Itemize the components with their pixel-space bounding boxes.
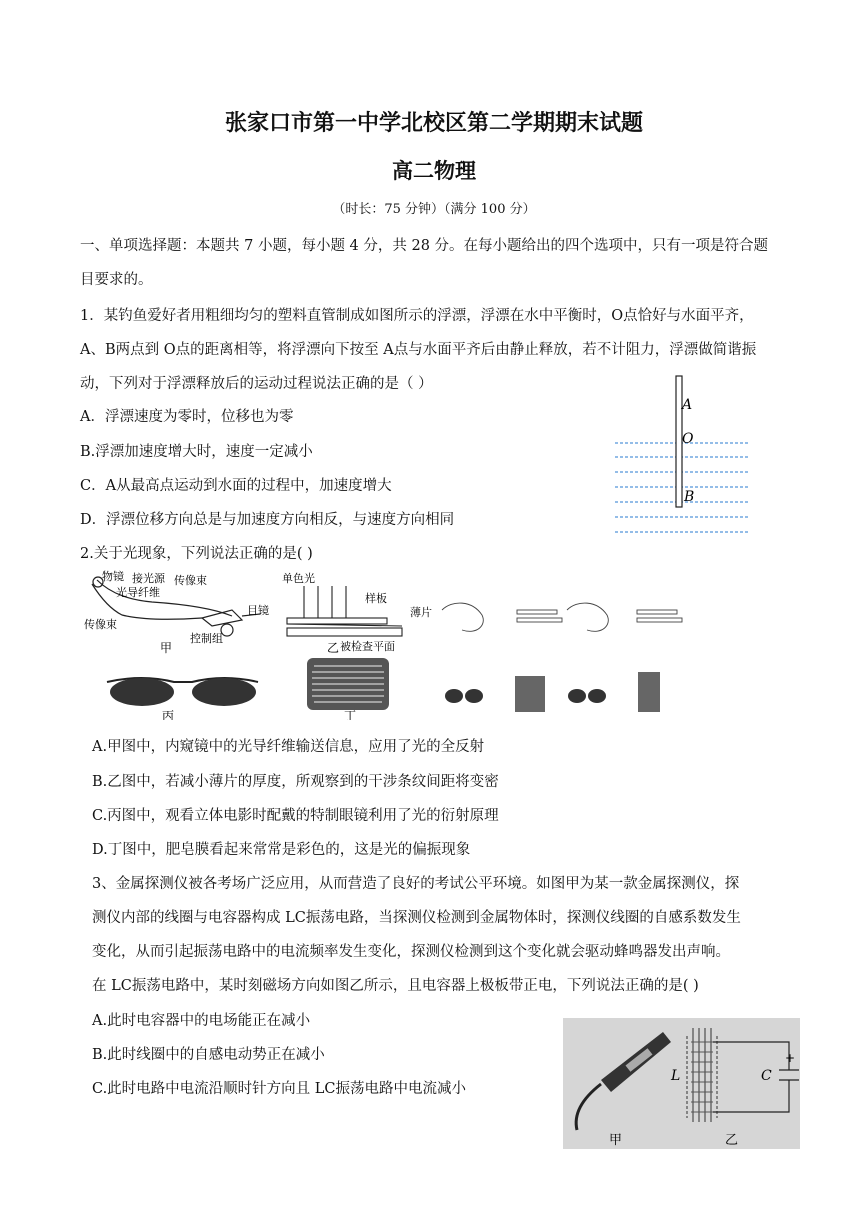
inductor-label: L [671,1068,681,1084]
small-figure-group [442,603,682,631]
yi-label-surface: 被检查平面 [340,640,395,653]
jia-label-objective: 物镜 [102,570,124,583]
yi-label-plate: 样板 [365,592,387,605]
jia-label-control: 控制组 [190,632,223,645]
q3-stem-line3: 变化，从而引起振荡电路中的电流频率发生变化，探测仪检测到这个变化就会驱动蜂鸣器发出声响。 [92,944,730,960]
caption-bing: 丙 [162,709,175,720]
point-b-label: B [684,489,695,505]
q2-option-a: A.甲图中，内窥镜中的光导纤维输送信息，应用了光的全反射 [92,739,485,755]
q3-stem-line1: 3、金属探测仪被各考场广泛应用，从而营造了良好的考试公平环境。如图甲为某一款金属探测仪，探 [92,876,740,892]
caption-jia-q3: 甲 [609,1133,623,1148]
q2-option-b: B.乙图中，若减小薄片的厚度，所观察到的干涉条纹间距将变密 [92,774,499,790]
q2-stem: 2.关于光现象，下列说法正确的是( ) [80,546,313,562]
yi-label-light: 单色光 [282,572,315,585]
q3-option-b: B.此时线圈中的自感电动势正在减小 [92,1047,325,1063]
float-figure [610,372,760,540]
small-film-1 [515,676,545,712]
jia-label-eyepiece: 目镜 [247,604,269,617]
caption-yi: 乙 [327,641,340,655]
q2-option-c: C.丙图中，观看立体电影时配戴的特制眼镜利用了光的衍射原理 [92,808,499,824]
q2-option-d: D.丁图中，肥皂膜看起来常常是彩色的，这是光的偏振现象 [92,842,471,858]
glasses-drawing [107,678,258,706]
q3-stem-line4: 在 LC振荡电路中，某时刻磁场方向如图乙所示，且电容器上极板带正电，下列说法正确的是( ) [92,978,699,994]
caption-jia: 甲 [160,641,173,655]
q3-option-a: A.此时电容器中的电场能正在减小 [92,1013,311,1029]
plus-label: + [785,1051,796,1065]
point-a-label: A [682,397,693,413]
q1-stem-line3: 动，下列对于浮漂释放后的运动过程说法正确的是（ ） [80,376,433,392]
jia-label-bundle-bottom: 传像束 [84,618,117,631]
subject-title: 高二物理 [392,158,476,183]
q3-stem-line2: 测仪内部的线圈与电容器构成 LC振荡电路，当探测仪检测到金属物体时，探测仪线圈的自感系数发生 [92,910,741,926]
caption-ding: 丁 [344,709,357,720]
capacitor-label: C [761,1068,772,1084]
section-intro-line1: 一、单项选择题：本题共 7 小题，每小题 4 分，共 28 分。在每小题给出的四个选项中，只有一项是符合题 [80,238,769,254]
q1-option-d: D．浮漂位移方向总是与加速度方向相反，与速度方向相同 [80,512,455,528]
small-film-2 [638,672,660,712]
exam-meta: （时长：75 分钟）（满分 100 分） [332,202,536,217]
jia-label-bundle-top: 传像束 [174,574,207,587]
caption-yi-q3: 乙 [725,1133,739,1148]
jia-label-fiber: 光导纤维 [116,586,160,599]
lc-figure [563,1018,800,1149]
q1-option-c: C．A从最高点运动到水面的过程中，加速度增大 [80,478,392,494]
q1-option-a: A．浮漂速度为零时，位移也为零 [80,409,294,425]
point-o-label: O [682,431,694,447]
yi-label-sheet: 薄片 [410,606,432,619]
q1-stem-line1: 1．某钓鱼爱好者用粗细均匀的塑料直管制成如图所示的浮漂，浮漂在水中平衡时，O点恰好与水面平齐， [80,308,754,324]
section-intro-line2: 目要求的。 [80,272,153,288]
exam-title: 张家口市第一中学北校区第二学期期末试题 [224,110,643,136]
optics-figure [82,570,692,720]
q1-option-b: B.浮漂加速度增大时，速度一定减小 [80,444,313,460]
jia-label-light: 接光源 [132,572,165,585]
q1-stem-line2: A、B两点到 O点的距离相等，将浮漂向下按至 A点与水面平齐后由静止释放，若不计阻力，浮漂做简谐振 [80,342,757,358]
soap-film-drawing [307,658,389,710]
q3-option-c: C.此时电路中电流沿顺时针方向且 LC振荡电路中电流减小 [92,1081,467,1097]
